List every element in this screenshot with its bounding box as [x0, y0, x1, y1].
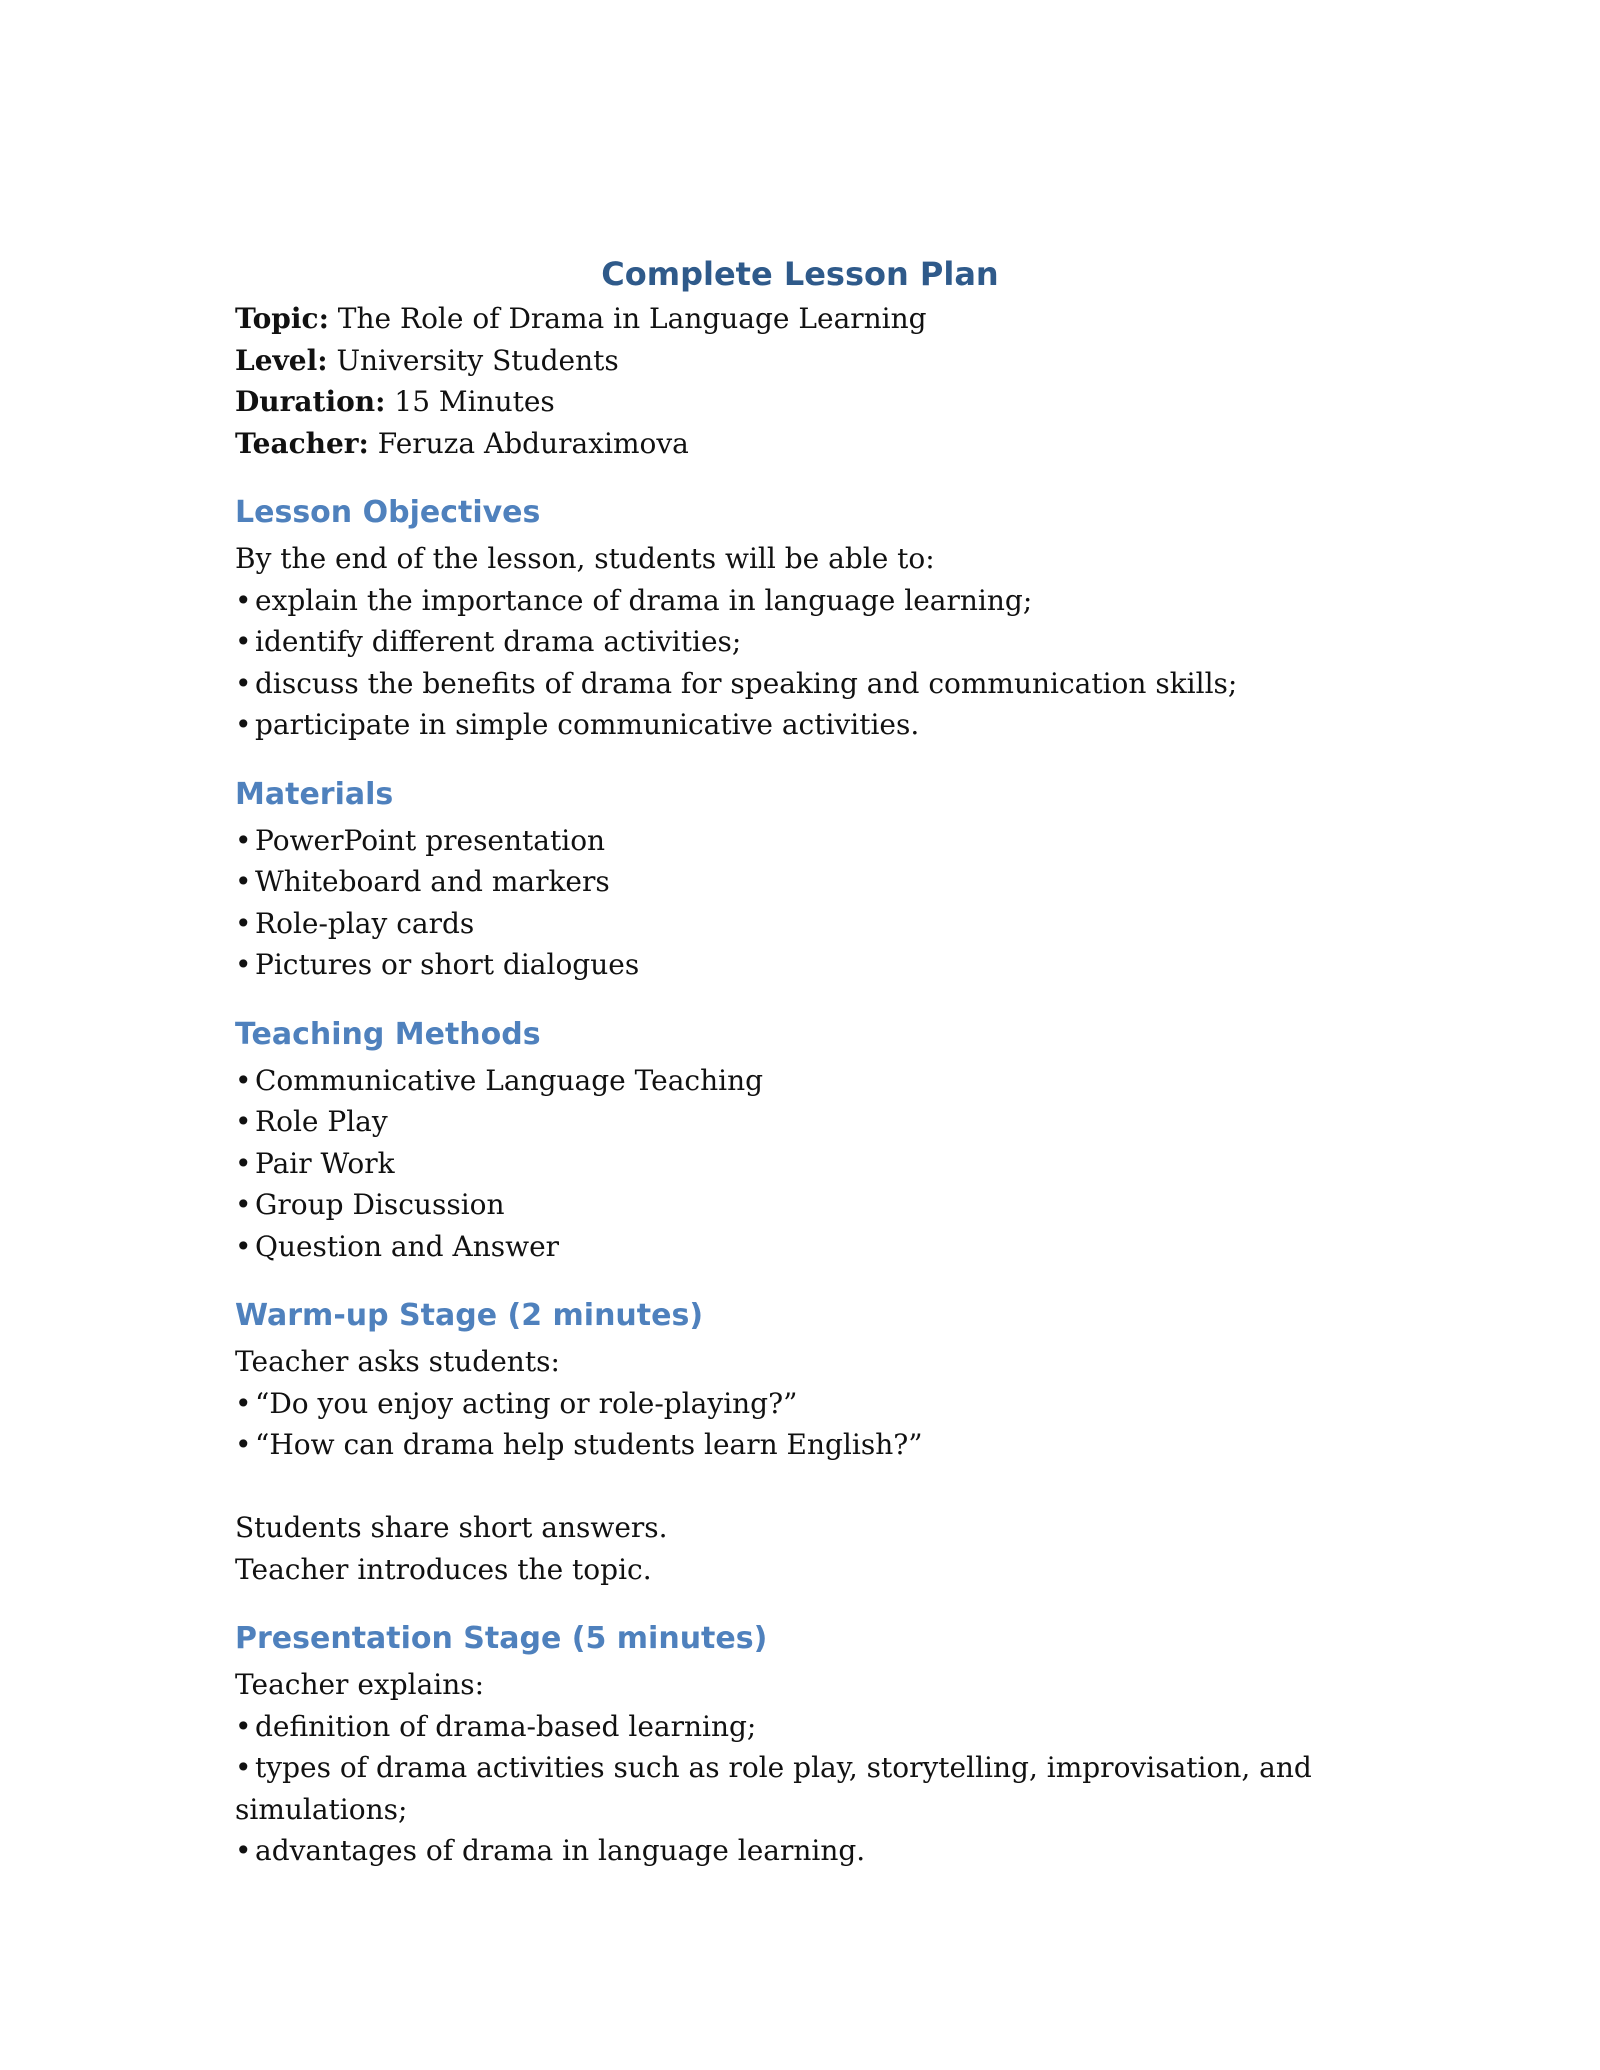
list-item-text: Question and Answer: [255, 1229, 560, 1263]
list-item-text: identify different drama activities;: [255, 625, 742, 658]
list-item-text: participate in simple communicative activities.: [255, 708, 920, 741]
list-item: [235, 1383, 1365, 1425]
list-item-text: Pictures or short dialogues: [255, 948, 640, 981]
list-item: [235, 1184, 1365, 1226]
bullet-icon: •: [235, 583, 252, 617]
list-item: [235, 820, 1365, 862]
bullet-icon: •: [235, 906, 252, 940]
blank-line: [235, 1466, 1365, 1508]
meta-topic-label: Topic:: [235, 302, 329, 335]
meta-level-label: Level:: [235, 343, 328, 377]
list-item-text: Communicative Language Teaching: [255, 1063, 764, 1097]
warmup-after-2: Teacher introduces the topic.: [235, 1552, 652, 1586]
bullet-icon: •: [235, 1751, 252, 1784]
warmup-intro: Teacher asks students:: [235, 1345, 560, 1378]
list-item-text: simulations;: [235, 1792, 408, 1826]
section-heading-objectives: Lesson Objectives: [235, 495, 541, 530]
document-body: [235, 250, 1365, 1872]
list-item-text: advantages of drama in language learning.: [255, 1834, 866, 1867]
objectives-intro: By the end of the lesson, students will be able to:: [235, 542, 935, 575]
meta-level-value: University Students: [327, 343, 619, 377]
bullet-icon: •: [235, 1063, 252, 1097]
meta-duration-label: Duration:: [235, 385, 386, 418]
meta-teacher-label: Teacher:: [235, 426, 369, 460]
methods-list: [235, 1060, 1365, 1268]
bullet-icon: •: [235, 1146, 252, 1180]
bullet-icon: •: [235, 1229, 252, 1263]
bullet-icon: •: [235, 948, 252, 981]
objectives-list: [235, 580, 1365, 746]
bullet-icon: •: [235, 708, 252, 741]
list-item: [235, 621, 1365, 663]
section-heading-presentation: Presentation Stage (5 minutes): [235, 1621, 768, 1656]
bullet-icon: •: [235, 1105, 252, 1138]
bullet-icon: •: [235, 823, 252, 857]
meta-duration: [235, 381, 1365, 423]
meta-duration-value: 15 Minutes: [385, 385, 555, 418]
list-item: [235, 903, 1365, 945]
meta-topic: [235, 298, 1365, 340]
list-item-text: explain the importance of drama in language learning;: [255, 583, 1033, 617]
warmup-after-1: Students share short answers.: [235, 1511, 668, 1544]
bullet-icon: •: [235, 1188, 252, 1221]
section-heading-methods: Teaching Methods: [235, 1016, 541, 1052]
presentation-intro: Teacher explains:: [235, 1668, 485, 1701]
bullet-icon: •: [235, 1709, 252, 1743]
bullet-icon: •: [235, 1428, 252, 1461]
list-item-text: Whiteboard and markers: [255, 865, 610, 898]
list-item-text: Pair Work: [255, 1146, 395, 1180]
meta-teacher-value: Feruza Abduraximova: [368, 426, 689, 460]
list-item: [235, 1060, 1365, 1102]
list-item-text: Role-play cards: [255, 906, 475, 940]
list-item: [235, 663, 1365, 705]
list-item: [235, 704, 1365, 746]
page-title: Complete Lesson Plan: [601, 255, 999, 293]
list-item: [235, 1706, 1365, 1748]
list-item-text: types of drama activities such as role play, storytelling, improvisation, and: [255, 1751, 1312, 1784]
list-item: [235, 1747, 1365, 1789]
warmup-list: [235, 1383, 1365, 1466]
presentation-list: [235, 1706, 1365, 1872]
list-item: [235, 944, 1365, 986]
list-item-text: Group Discussion: [255, 1188, 505, 1221]
list-item: [235, 861, 1365, 903]
list-item-text: discuss the benefits of drama for speaking and communication skills;: [255, 666, 1238, 700]
materials-list: [235, 820, 1365, 986]
list-item: [235, 1226, 1365, 1268]
list-item-text: “How can drama help students learn English?”: [255, 1428, 923, 1461]
list-item: [235, 1101, 1365, 1143]
list-item: [235, 1143, 1365, 1185]
list-item-text: Role Play: [255, 1105, 388, 1138]
list-item: [235, 580, 1365, 622]
meta-level: [235, 340, 1365, 382]
section-heading-materials: Materials: [235, 776, 394, 812]
list-item: [235, 1424, 1365, 1466]
bullet-icon: •: [235, 625, 252, 658]
bullet-icon: •: [235, 865, 252, 898]
list-item-text: “Do you enjoy acting or role-playing?”: [255, 1386, 798, 1420]
list-item-text: PowerPoint presentation: [255, 823, 606, 857]
bullet-icon: •: [235, 666, 252, 700]
bullet-icon: •: [235, 1386, 252, 1420]
list-item-continuation: [235, 1789, 1365, 1831]
list-item-text: definition of drama-based learning;: [255, 1709, 757, 1743]
list-item: [235, 1830, 1365, 1872]
bullet-icon: •: [235, 1834, 252, 1867]
section-heading-warmup: Warm-up Stage (2 minutes): [235, 1298, 704, 1333]
meta-teacher: [235, 423, 1365, 465]
meta-topic-value: The Role of Drama in Language Learning: [328, 302, 927, 335]
